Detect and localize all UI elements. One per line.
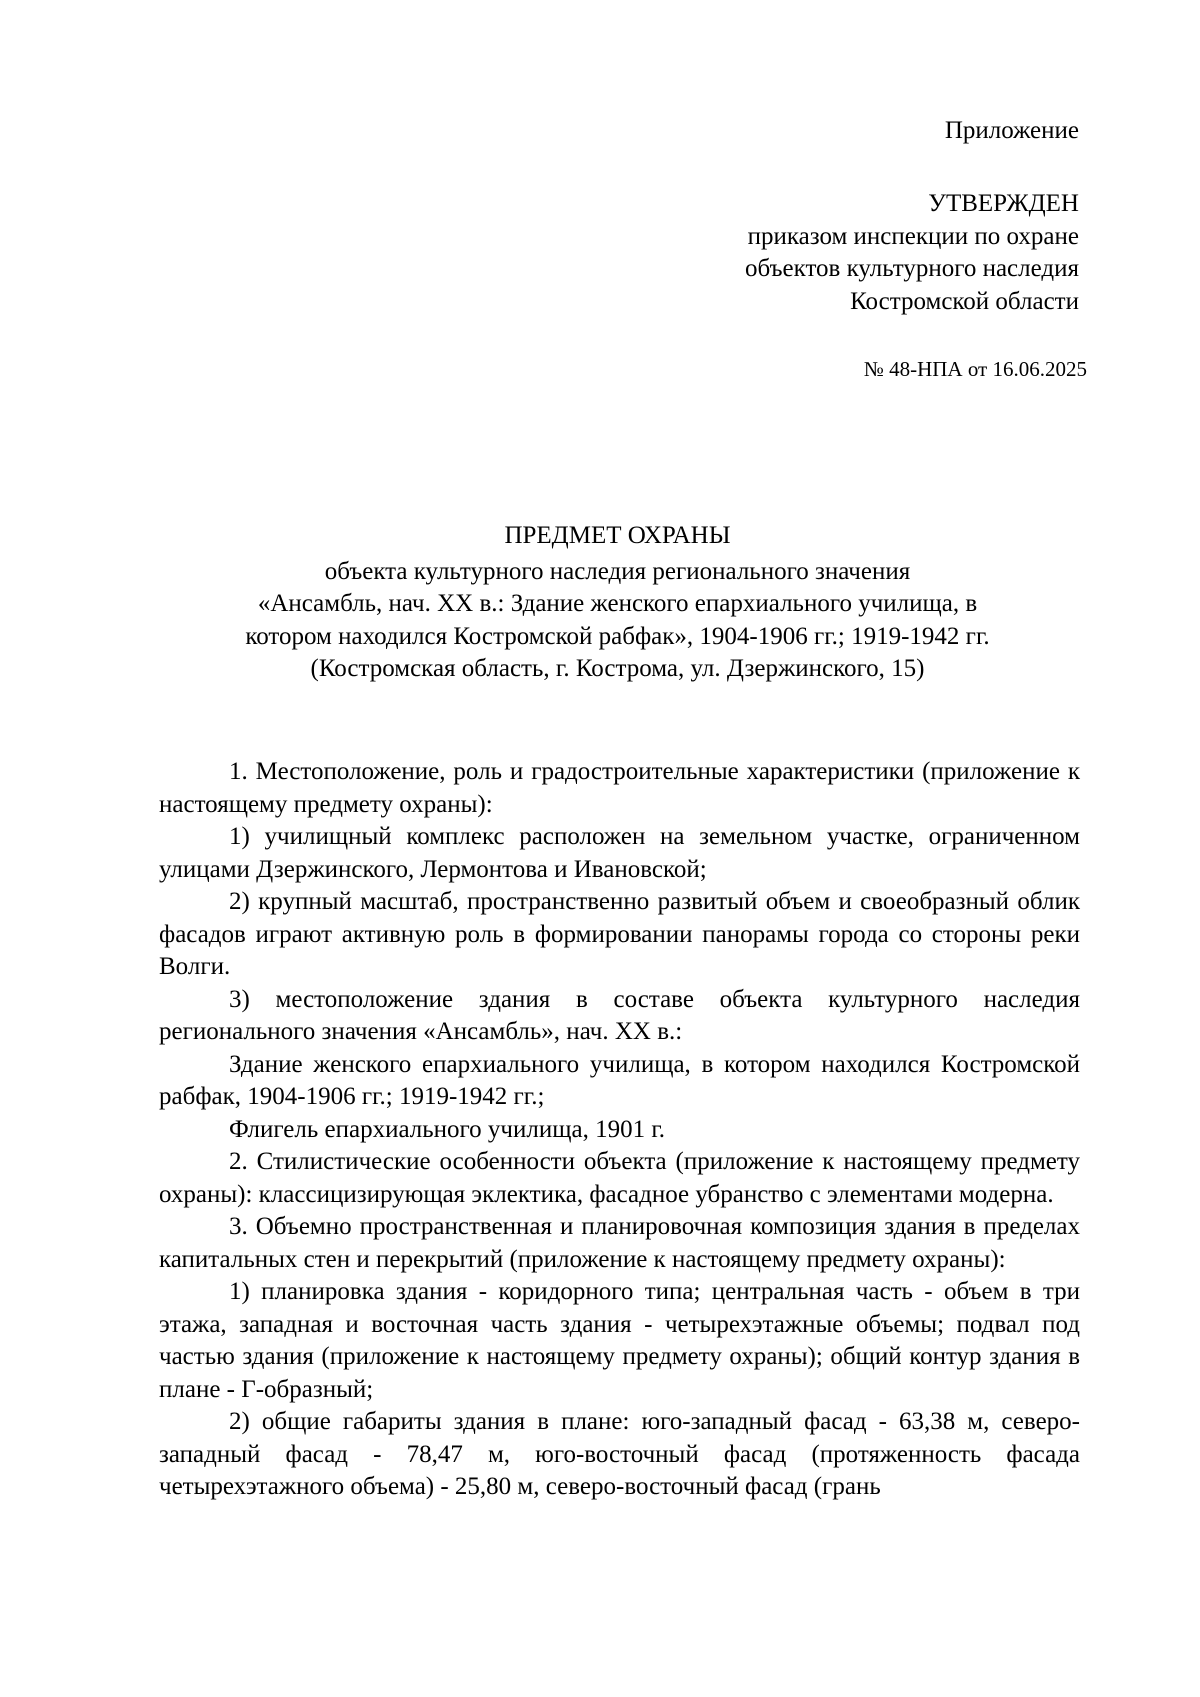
body-paragraph: 1) планировка здания - коридорного типа; центральная часть - объем в три этажа, западная и восточная часть здания - четырехэтажные объемы; подвал под частью здания (приложение к настоящему предмету охраны); общий контур здания в плане - Г-образный; xyxy=(159,1278,1080,1403)
body-paragraph: 3. Объемно пространственная и планировочная композиция здания в пределах капитальных стен и перекрытий (приложение к настоящему предмету охраны): xyxy=(159,1213,1080,1273)
approved-by-line: объектов культурного наследия xyxy=(745,255,1079,282)
title-subline: «Ансамбль, нач. XX в.: Здание женского епархиального училища, в xyxy=(257,590,978,617)
title-subline: котором находился Костромской рабфак», 1904-1906 гг.; 1919-1942 гг. xyxy=(245,622,990,650)
document-body xyxy=(159,756,1080,1504)
body-paragraph: Здание женского епархиального училища, в котором находился Костромской рабфак, 1904-1906 гг.; 1919-1942 гг.; xyxy=(159,1050,1080,1110)
title-subline: объекта культурного наследия регионального значения xyxy=(324,557,911,585)
body-paragraph: 2) общие габариты здания в плане: юго-западный фасад - 63,38 м, северо-западный фасад - 78,47 м, юго-восточный фасад (протяженность фасада четырехэтажного объема) - 25,80 м, северо-восточный фасад (грань xyxy=(159,1408,1080,1500)
body-paragraph: 2. Стилистические особенности объекта (приложение к настоящему предмету охраны): классицизирующая эклектика, фасадное убранство с элементами модерна. xyxy=(159,1148,1080,1208)
order-number: № 48-НПА от 16.06.2025 xyxy=(863,357,1087,381)
approved-by-line: Костромской области xyxy=(850,287,1079,315)
approved-by-line: приказом инспекции по охране xyxy=(747,222,1079,250)
appendix-label xyxy=(945,115,1079,148)
document-title-block xyxy=(155,520,1080,686)
body-paragraph: 3) местоположение здания в составе объекта культурного наследия регионального значения «Ансамбль», нач. XX в.: xyxy=(159,985,1080,1045)
appendix-text: Приложение xyxy=(944,117,1079,144)
approved-heading: УТВЕРЖДЕН xyxy=(928,190,1079,217)
document-title: ПРЕДМЕТ ОХРАНЫ xyxy=(504,522,731,549)
body-paragraph: 1) училищный комплекс расположен на земельном участке, ограниченном улицами Дзержинского, Лермонтова и Ивановской; xyxy=(159,823,1080,883)
body-paragraph: Флигель епархиального училища, 1901 г. xyxy=(229,1115,665,1143)
body-paragraph: 2) крупный масштаб, пространственно развитый объем и своеобразный облик фасадов играют активную роль в формировании панорамы города со стороны реки Волги. xyxy=(159,888,1080,980)
body-paragraph: 1. Местоположение, роль и градостроительные характеристики (приложение к настоящему предмету охраны): xyxy=(159,758,1080,818)
approval-block xyxy=(745,188,1079,318)
title-subline: (Костромская область, г. Кострома, ул. Дзержинского, 15) xyxy=(310,655,925,682)
